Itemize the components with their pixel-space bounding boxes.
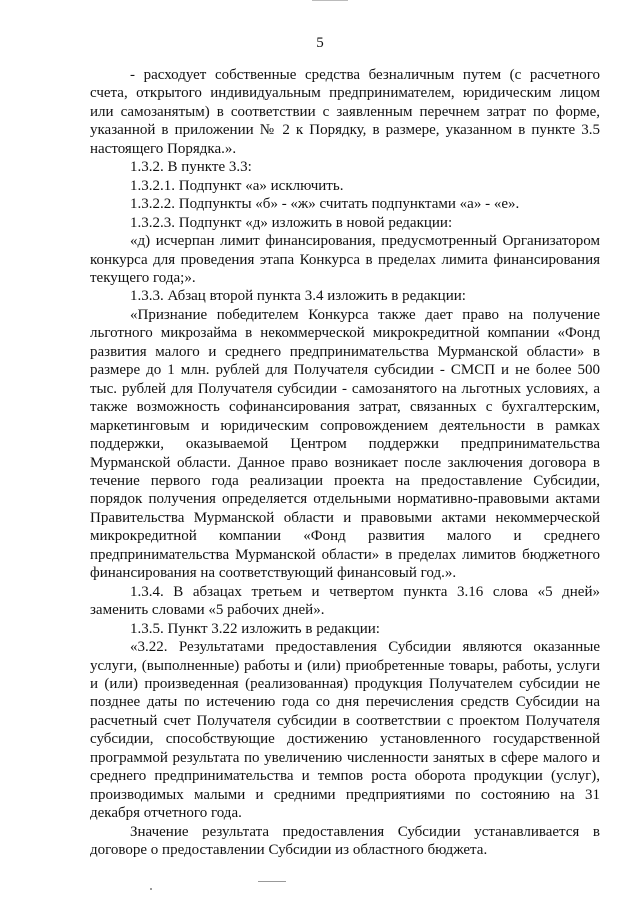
scan-artifact-line-bottom (258, 881, 286, 882)
paragraph-1-3-2-3: 1.3.2.3. Подпункт «д» изложить в новой редакции: (130, 214, 453, 231)
paragraph-1-3-3: 1.3.3. Абзац второй пункта 3.4 изложить в редакции: (130, 288, 466, 305)
paragraph-1-3-2: 1.3.2. В пункте 3.3: (130, 159, 252, 176)
paragraph-subclause-d: «д) исчерпан лимит финансирования, предусмотренный Организатором конкурса для проведения этапа Конкурса в пределах лимита финансирования текущего года;». (90, 233, 600, 286)
paragraph-3-22: «3.22. Результатами предоставления Субсидии являются оказанные услуги, (выполненные) работы и (или) приобретенные товары, работы, услуги и (или) произведенная (реализованная) продукция Получателем субсидии не позднее даты по истечению года со дня перечисления средств Субсидии на расчетный счет Получателя субсидии в соответствии с проектом Получателя субсидии, способствующие достижению установленного государственной программой результата по увеличению численности занятых в сфере малого и среднего предпринимательства и темпов роста оборота продукции (услуг), производимых малыми и средними предприятиями по состоянию на 31 декабря отчетного года. (90, 639, 600, 822)
scan-artifact-dot (150, 888, 152, 890)
paragraph-winner-rights: «Признание победителем Конкурса также дает право на получение льготного микрозайма в некоммерческой микрокредитной компании «Фонд развития малого и среднего предпринимательства Мурманской области» в размере до 1 млн. рублей для Получателя субсидии - СМСП и не более 500 тыс. рублей для Получателя субсидии - самозанятого на льготных условиях, а также возможность софинансирования затрат, связанных с бухгалтерским, маркетинговым и юридическим сопровождением деятельности в рамках поддержки, оказываемой Центром поддержки предпринимательства Мурманской области. Данное право возникает после заключения договора в течение первого года реализации проекта на предоставление Субсидии, порядок получения определяется отдельными нормативно-правовыми актами Правительства Мурманской области и правовыми актами некоммерческой микрокредитной компании «Фонд развития малого и среднего предпринимательства Мурманской области» в пределах лимитов бюджетного финансирования на соответствующий финансовый год.». (90, 306, 600, 582)
scan-artifact-line (312, 0, 348, 1)
page-number: 5 (316, 35, 324, 51)
paragraph-result-value: Значение результата предоставления Субсидии устанавливается в договоре о предоставлении Субсидии из областного бюджета. (90, 823, 600, 859)
paragraph-expense-clause: - расходует собственные средства безналичным путем (с расчетного счета, открытого индивидуальным предпринимателем, юридическим лицом или самозанятым) в соответствии с заявленным перечнем затрат по форме, указанной в приложении № 2 к Порядку, в размере, указанном в пункте 3.5 настоящего Порядка.». (90, 67, 600, 157)
document-body (90, 66, 600, 859)
paragraph-1-3-4: 1.3.4. В абзацах третьем и четвертом пункта 3.16 слова «5 дней» заменить словами «5 рабочих дней». (90, 583, 600, 619)
paragraph-1-3-2-1: 1.3.2.1. Подпункт «а» исключить. (130, 177, 344, 194)
paragraph-1-3-5: 1.3.5. Пункт 3.22 изложить в редакции: (130, 620, 380, 637)
paragraph-1-3-2-2: 1.3.2.2. Подпункты «б» - «ж» считать подпунктами «а» - «е». (130, 196, 520, 213)
